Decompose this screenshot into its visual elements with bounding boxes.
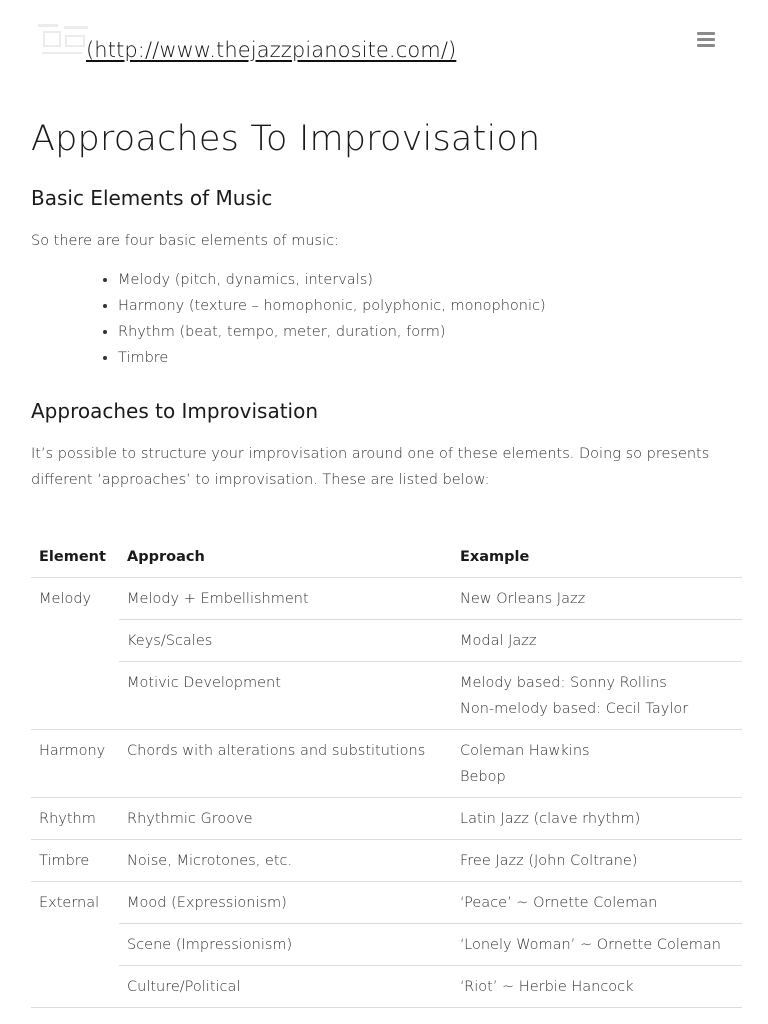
example-text: Bebop bbox=[460, 769, 506, 785]
page-title: Approaches To Improvisation bbox=[31, 119, 541, 159]
cell-approach: Rhythmic Groove bbox=[119, 798, 452, 840]
cell-example bbox=[452, 620, 742, 662]
table-row bbox=[31, 578, 742, 620]
example-text: ‘Peace’ ~ Ornette Coleman bbox=[460, 895, 658, 911]
example-text: ‘Lonely Woman’ ~ Ornette Coleman bbox=[460, 937, 721, 953]
example-text: Latin Jazz (clave rhythm) bbox=[460, 811, 641, 827]
menu-bar bbox=[697, 44, 715, 47]
site-logo-icon[interactable] bbox=[36, 20, 92, 64]
column-header-element: Element bbox=[31, 536, 119, 578]
cell-element: Rhythm bbox=[31, 798, 119, 840]
site-home-link[interactable]: (http://www.thejazzpianosite.com/) bbox=[86, 38, 457, 62]
column-header-example: Example bbox=[452, 536, 742, 578]
section-paragraph: It’s possible to structure your improvisation around one of these elements. Doing so presents different ‘approaches’ to improvisation. These are listed below: bbox=[31, 446, 710, 488]
table-row bbox=[31, 662, 742, 730]
table-body bbox=[31, 578, 742, 1008]
cell-example bbox=[452, 662, 742, 730]
example-text: ‘Riot’ ~ Herbie Hancock bbox=[460, 979, 634, 995]
table-row bbox=[31, 798, 742, 840]
section-intro-text: So there are four basic elements of music: bbox=[31, 233, 339, 249]
list-item: • Rhythm (beat, tempo, meter, duration, form) bbox=[118, 319, 546, 345]
example-text: Free Jazz (John Coltrane) bbox=[460, 853, 638, 869]
example-text: Coleman Hawkins bbox=[460, 743, 590, 759]
cell-example bbox=[452, 966, 742, 1008]
cell-example bbox=[452, 840, 742, 882]
table-row bbox=[31, 620, 742, 662]
hamburger-menu-icon[interactable] bbox=[697, 32, 717, 50]
cell-example bbox=[452, 578, 742, 620]
menu-bar bbox=[697, 38, 715, 41]
cell-approach: Keys/Scales bbox=[119, 620, 452, 662]
table-row bbox=[31, 882, 742, 924]
list-item: • Harmony (texture – homophonic, polyphonic, monophonic) bbox=[118, 293, 546, 319]
cell-example bbox=[452, 798, 742, 840]
section-heading-basic-elements: Basic Elements of Music bbox=[31, 186, 273, 210]
cell-element: Harmony bbox=[31, 730, 119, 798]
section-heading-approaches: Approaches to Improvisation bbox=[31, 399, 319, 423]
list-item: • Melody (pitch, dynamics, intervals) bbox=[118, 267, 546, 293]
cell-element: Melody bbox=[31, 578, 119, 730]
table-row bbox=[31, 924, 742, 966]
example-text: New Orleans Jazz bbox=[460, 591, 586, 607]
table-row bbox=[31, 840, 742, 882]
column-header-approach: Approach bbox=[119, 536, 452, 578]
example-text: Melody based: Sonny Rollins bbox=[460, 675, 667, 691]
cell-example bbox=[452, 924, 742, 966]
cell-example bbox=[452, 882, 742, 924]
elements-list bbox=[101, 267, 546, 371]
list-item: • Timbre bbox=[118, 345, 546, 371]
table-header-row bbox=[31, 536, 742, 578]
cell-approach: Noise, Microtones, etc. bbox=[119, 840, 452, 882]
example-text: Modal Jazz bbox=[460, 633, 537, 649]
cell-element: Timbre bbox=[31, 840, 119, 882]
approaches-table bbox=[31, 536, 742, 1008]
cell-element: External bbox=[31, 882, 119, 1008]
menu-bar bbox=[697, 32, 715, 35]
example-text: Non-melody based: Cecil Taylor bbox=[460, 701, 689, 717]
cell-approach: Mood (Expressionism) bbox=[119, 882, 452, 924]
table-row bbox=[31, 730, 742, 798]
cell-approach: Scene (Impressionism) bbox=[119, 924, 452, 966]
cell-approach: Motivic Development bbox=[119, 662, 452, 730]
site-header bbox=[0, 0, 768, 90]
cell-approach: Culture/Political bbox=[119, 966, 452, 1008]
cell-approach: Melody + Embellishment bbox=[119, 578, 452, 620]
table-row bbox=[31, 966, 742, 1008]
cell-example bbox=[452, 730, 742, 798]
cell-approach: Chords with alterations and substitutions bbox=[119, 730, 452, 798]
